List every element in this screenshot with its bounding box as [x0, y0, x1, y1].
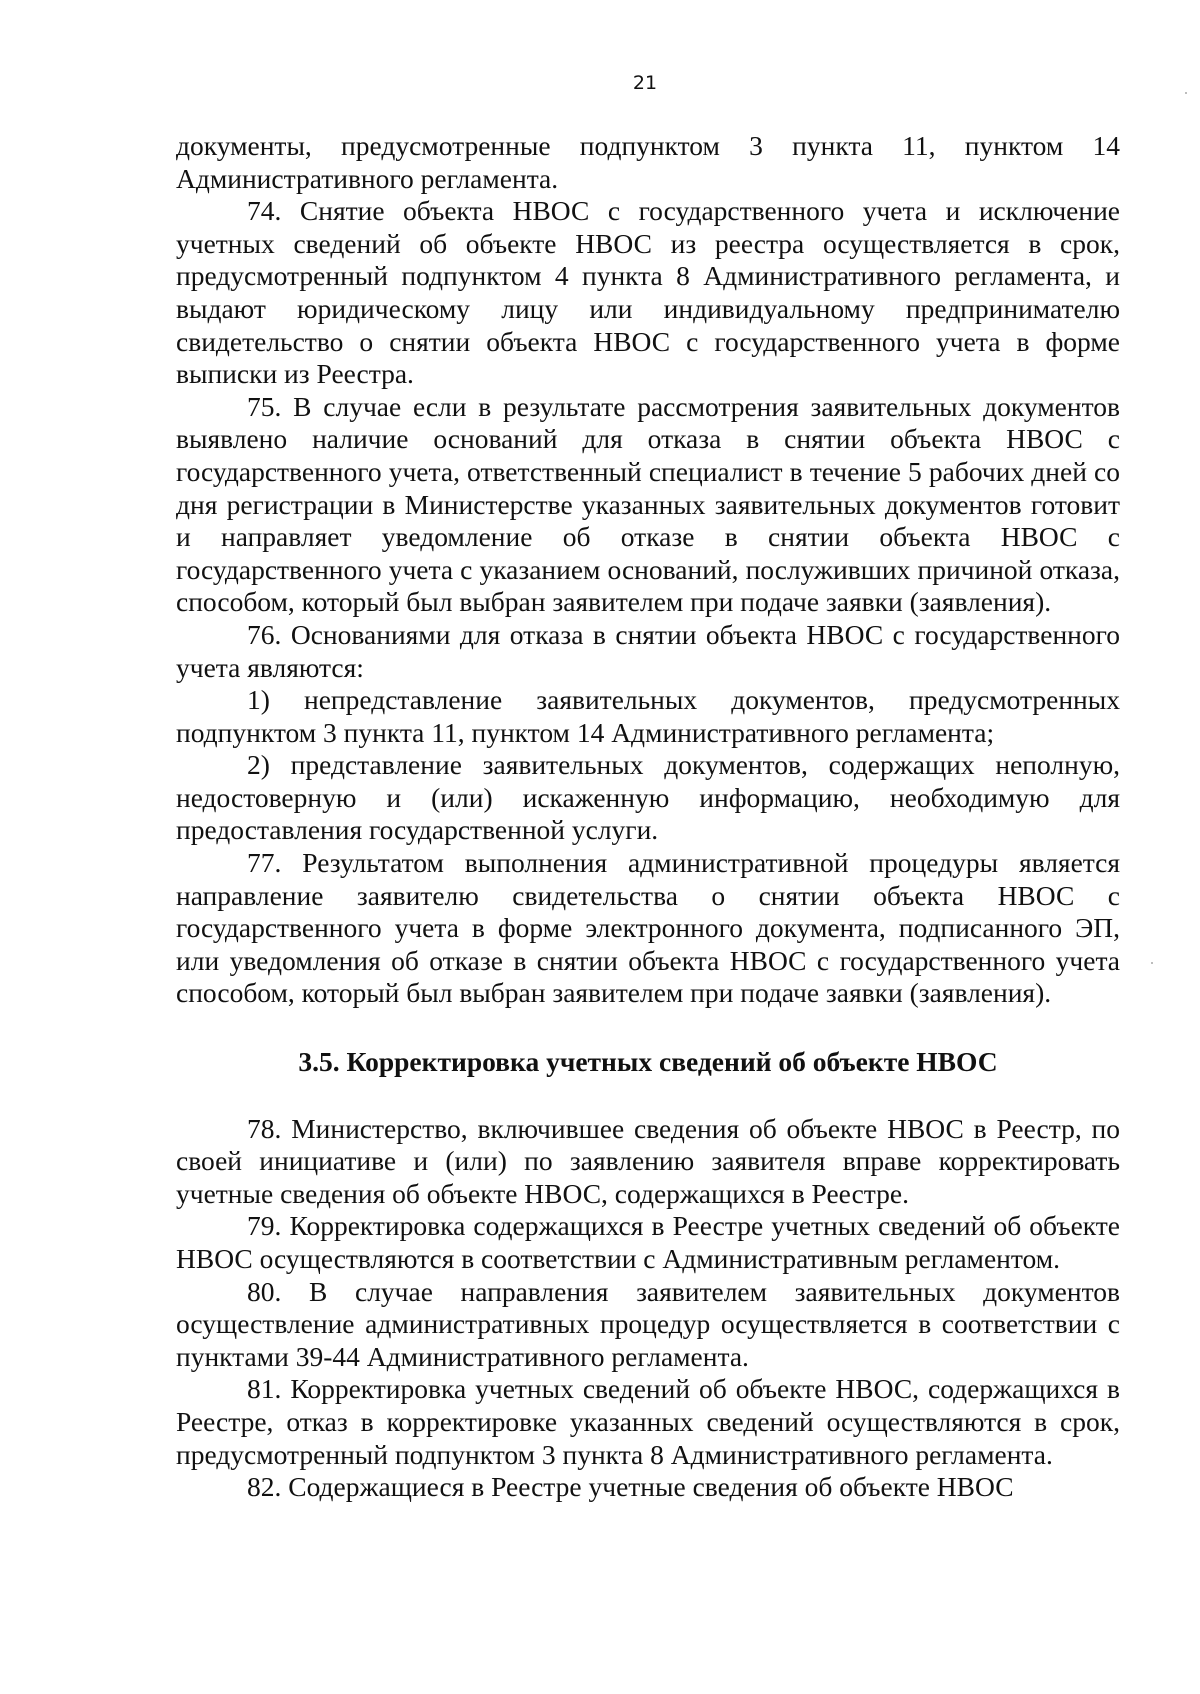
section-heading: 3.5. Корректировка учетных сведений об объекте НВОС: [298, 1046, 998, 1078]
paragraph: документы, предусмотренные подпунктом 3 пункта 11, пунктом 14 Административного регламента.: [176, 130, 1120, 194]
paragraph: 74. Снятие объекта НВОС с государственного учета и исключение учетных сведений об объекте НВОС из реестра осуществляется в срок, предусмотренный подпунктом 4 пункта 8 Административного регламента, и выдают юридическому лицу или индивидуальному предпринимателю свидетельство о снятии объекта НВОС с государственного учета в форме выписки из Реестра.: [176, 195, 1120, 390]
paragraph: 1) непредставление заявительных документов, предусмотренных подпунктом 3 пункта 11, пунктом 14 Административного регламента;: [176, 684, 1120, 748]
paragraph: 77. Результатом выполнения административной процедуры является направление заявителю свидетельства о снятии объекта НВОС с государственного учета в форме электронного документа, подписанного ЭП, или уведомления об отказе в снятии объекта НВОС с государственного учета способом, который был выбран заявителем при подаче заявки (заявления).: [176, 847, 1120, 1009]
paragraphs-after-heading: [176, 1113, 1120, 1504]
scan-speck: [1151, 962, 1153, 964]
paragraph: 79. Корректировка содержащихся в Реестре учетных сведений об объекте НВОС осуществляются в соответствии с Административным регламентом.: [176, 1210, 1120, 1274]
document-body: [176, 130, 1120, 1504]
paragraph: 82. Содержащиеся в Реестре учетные сведения об объекте НВОС: [247, 1471, 1014, 1503]
paragraph: 80. В случае направления заявителем заявительных документов осуществление административных процедур осуществляется в соответствии с пунктами 39-44 Административного регламента.: [176, 1275, 1120, 1372]
page-number: 21: [632, 72, 658, 94]
paragraph: 75. В случае если в результате рассмотрения заявительных документов выявлено наличие оснований для отказа в снятии объекта НВОС с государственного учета, ответственный специалист в течение 5 рабочих дней со дня регистрации в Министерстве указанных заявительных документов готовит и направляет уведомление об отказе в снятии объекта НВОС с государственного учета с указанием оснований, послуживших причиной отказа, способом, который был выбран заявителем при подаче заявки (заявления).: [176, 390, 1120, 618]
paragraph: 76. Основаниями для отказа в снятии объекта НВОС с государственного учета являются:: [176, 618, 1120, 683]
paragraph: 2) представление заявительных документов, содержащих неполную, недостоверную и (или) искаженную информацию, необходимую для предоставления государственной услуги.: [176, 749, 1120, 846]
paragraphs-before-heading: [176, 130, 1120, 1010]
scan-speck: [1185, 92, 1187, 94]
paragraph: 78. Министерство, включившее сведения об объекте НВОС в Реестр, по своей инициативе и (или) по заявлению заявителя вправе корректировать учетные сведения об объекте НВОС, содержащихся в Реестре.: [176, 1112, 1120, 1209]
paragraph: 81. Корректировка учетных сведений об объекте НВОС, содержащихся в Реестре, отказ в корректировке указанных сведений осуществляются в срок, предусмотренный подпунктом 3 пункта 8 Административного регламента.: [176, 1373, 1120, 1470]
